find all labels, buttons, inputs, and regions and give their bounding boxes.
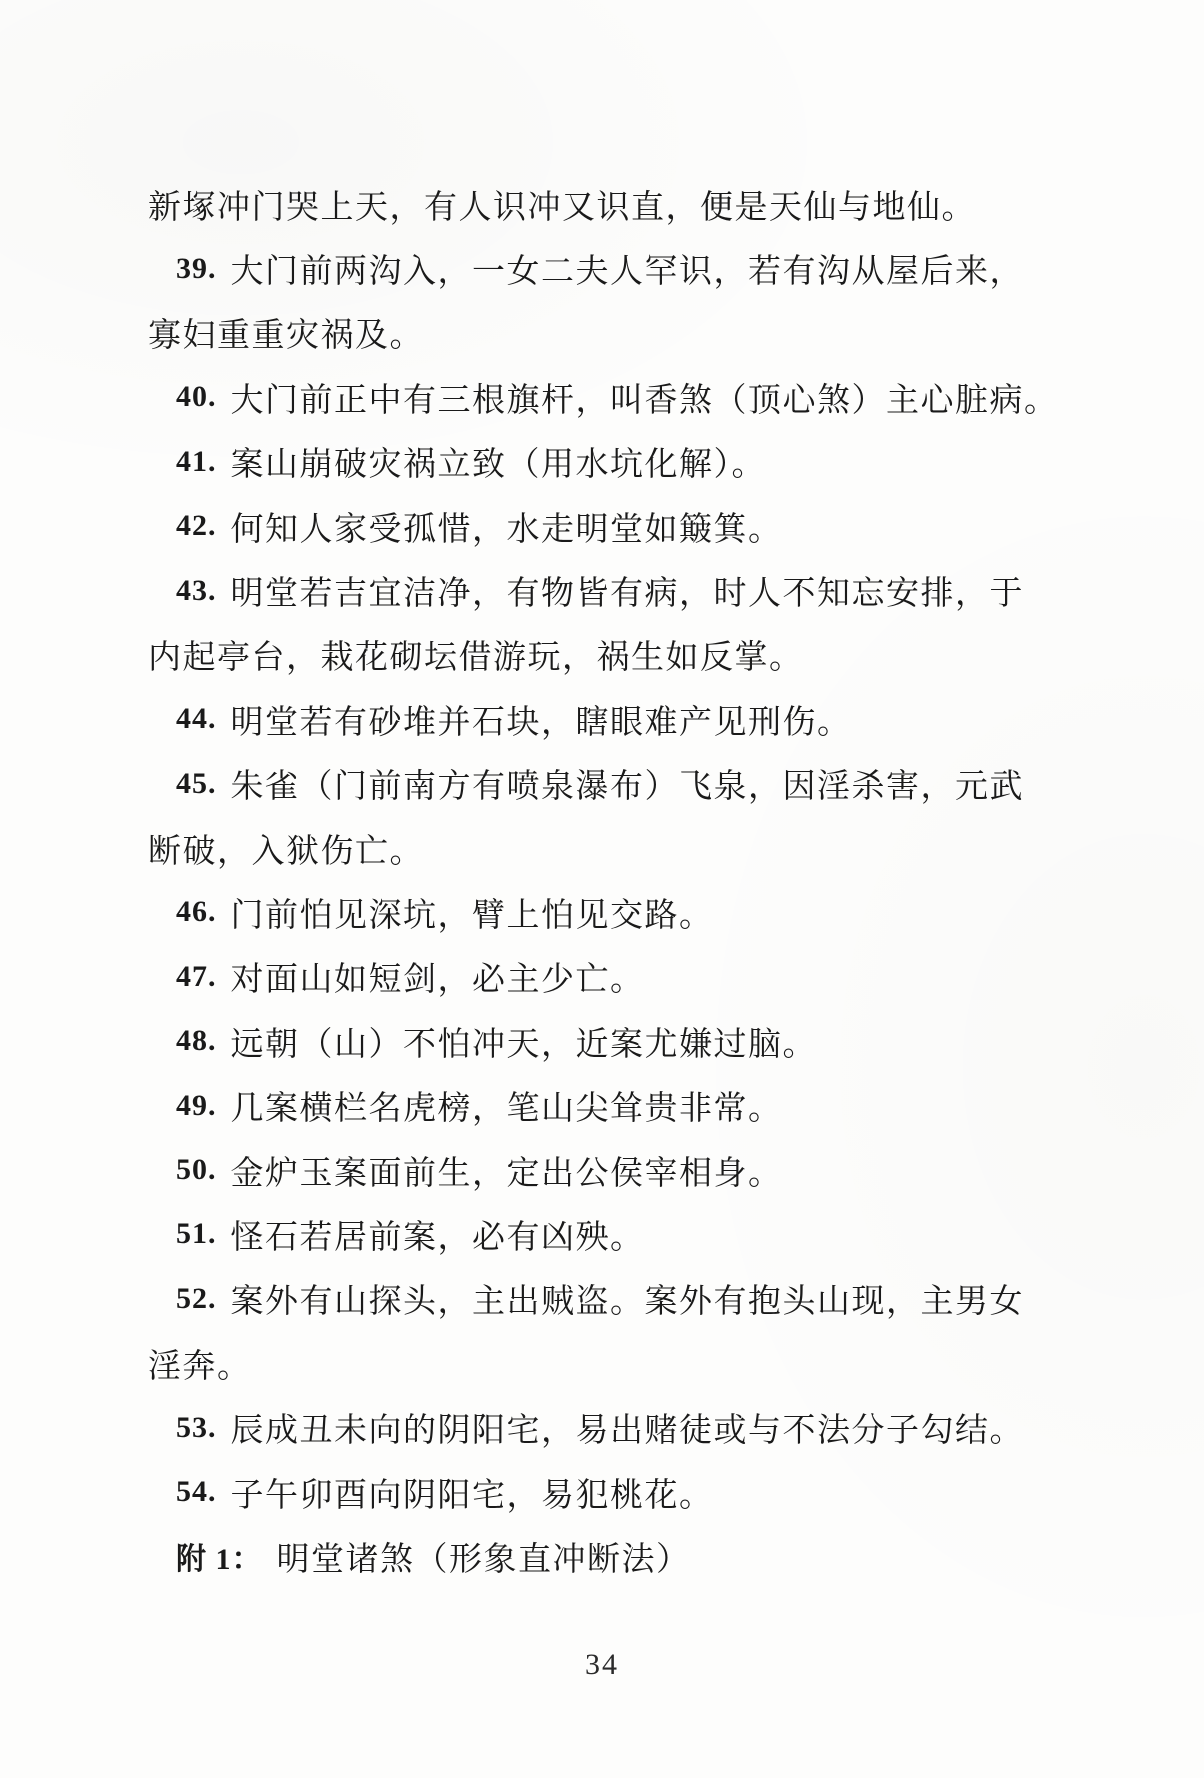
page-number: 34 xyxy=(585,1648,619,1681)
line-text: 新塚冲门哭上天，有人识冲又识直，便是天仙与地仙。 xyxy=(148,189,976,226)
line-text: 对面山如短剑，必主少亡。 xyxy=(230,962,645,999)
text-line xyxy=(148,1073,1078,1137)
line-text: 大门前两沟入，一女二夫人罕识，若有沟从屋后来， xyxy=(230,254,1024,291)
line-text: 几案横栏名虎榜，笔山尖耸贵非常。 xyxy=(230,1091,783,1128)
line-text: 辰成丑未向的阴阳宅，易出赌徒或与不法分子勾结。 xyxy=(230,1413,1024,1450)
text-line xyxy=(148,1202,1078,1266)
text-line xyxy=(148,623,1078,687)
text-line xyxy=(148,1009,1078,1073)
text-line xyxy=(148,301,1078,365)
item-number: 54. xyxy=(176,1475,217,1508)
item-number: 50. xyxy=(176,1153,217,1187)
line-text: 远朝（山）不怕冲天，近案尤嫌过脑。 xyxy=(230,1026,817,1063)
text-line xyxy=(148,687,1078,751)
item-number: 47. xyxy=(176,959,217,993)
line-text: 金炉玉案面前生，定出公侯宰相身。 xyxy=(230,1155,783,1192)
line-text: 怪石若居前案，必有凶殃。 xyxy=(230,1219,645,1256)
item-number: 44. xyxy=(176,702,217,736)
text-line xyxy=(148,1267,1078,1331)
line-text: 案外有山探头，主出贼盗。案外有抱头山现，主男女 xyxy=(230,1284,1024,1321)
item-number: 附 1： xyxy=(176,1543,263,1577)
line-text: 朱雀（门前南方有喷泉瀑布）飞泉，因淫杀害，元武 xyxy=(230,769,1024,806)
item-number: 40. xyxy=(176,380,217,414)
text-line xyxy=(148,558,1078,622)
item-number: 53. xyxy=(176,1410,217,1444)
text-line xyxy=(148,1331,1078,1395)
line-text: 内起亭台，栽花砌坛借游玩，祸生如反掌。 xyxy=(148,640,804,677)
line-text: 淫奔。 xyxy=(148,1348,252,1385)
line-text: 案山崩破灾祸立致（用水坑化解）。 xyxy=(230,447,766,484)
item-number: 39. xyxy=(176,251,217,285)
text-line xyxy=(148,1395,1078,1459)
text-line xyxy=(148,752,1078,816)
line-text: 寡妇重重灾祸及。 xyxy=(148,318,424,355)
item-number: 51. xyxy=(176,1217,217,1251)
item-number: 41. xyxy=(176,444,217,478)
line-text: 明堂若吉宜洁净，有物皆有病，时人不知忘安排，于 xyxy=(230,576,1024,613)
line-text: 何知人家受孤惜，水走明堂如簸箕。 xyxy=(230,511,783,548)
item-number: 45. xyxy=(176,766,217,800)
item-number: 43. xyxy=(176,573,217,607)
text-line xyxy=(148,236,1078,300)
item-number: 49. xyxy=(176,1088,217,1122)
item-number: 52. xyxy=(176,1281,217,1315)
text-block xyxy=(148,172,1078,1589)
line-text: 断破，入狱伤亡。 xyxy=(148,833,424,870)
text-line xyxy=(148,816,1078,880)
line-text: 大门前正中有三根旗杆，叫香煞（顶心煞）主心脏病。 xyxy=(230,382,1059,419)
item-number: 42. xyxy=(176,509,217,543)
item-number: 48. xyxy=(176,1024,217,1058)
text-line xyxy=(148,880,1078,944)
text-line xyxy=(148,172,1078,236)
text-line xyxy=(148,494,1078,558)
line-text: 子午卯酉向阴阳宅，易犯桃花。 xyxy=(230,1477,714,1514)
line-text: 明堂若有砂堆并石块，瞎眼难产见刑伤。 xyxy=(230,704,852,741)
text-line xyxy=(148,430,1078,494)
text-line xyxy=(148,365,1078,429)
line-text: 明堂诸煞（形象直冲断法） xyxy=(276,1541,691,1578)
text-line xyxy=(148,1460,1078,1524)
text-line xyxy=(148,945,1078,1009)
text-line xyxy=(148,1138,1078,1202)
item-number: 46. xyxy=(176,895,217,929)
text-line xyxy=(148,1524,1078,1588)
line-text: 门前怕见深坑，臂上怕见交路。 xyxy=(230,897,714,934)
